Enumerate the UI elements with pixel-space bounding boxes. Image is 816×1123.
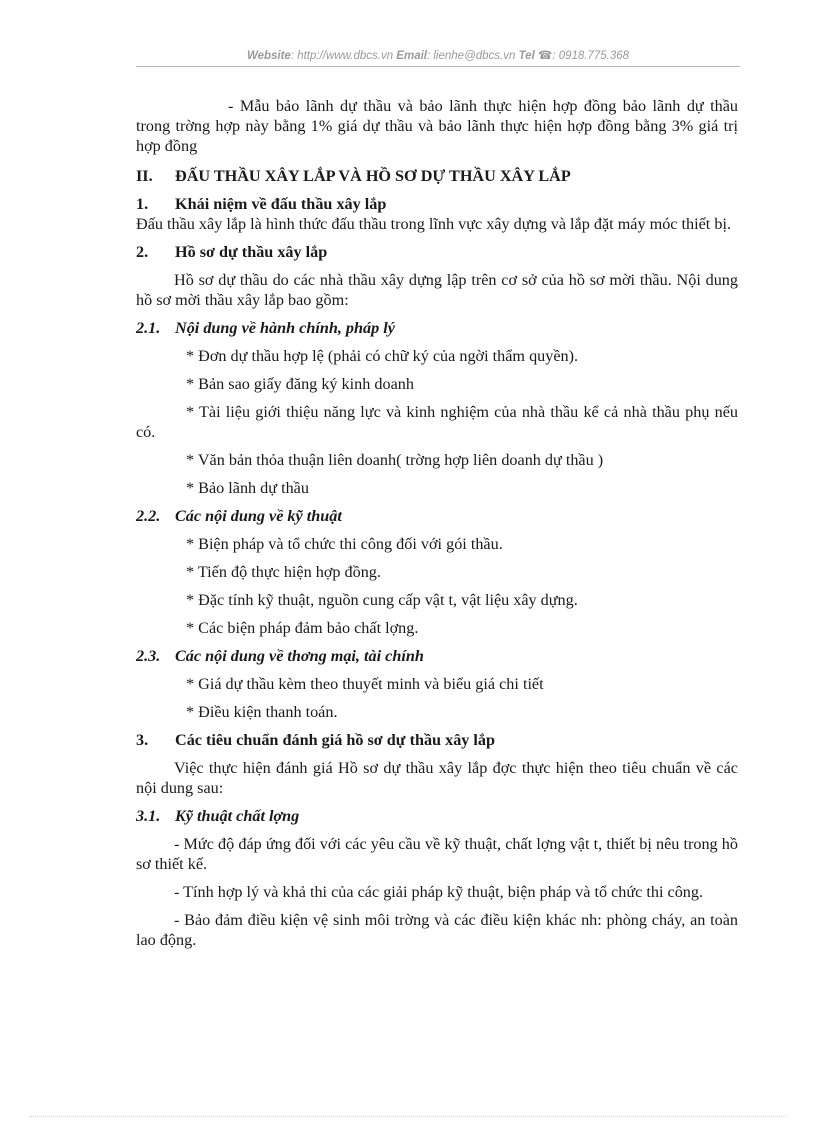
footer-divider bbox=[30, 1116, 786, 1117]
intro-paragraph: - Mẫu bảo lãnh dự thầu và bảo lãnh thực hiện hợp đồng bảo lãnh dự thầu trong trờng hợp này bằng 1% giá dự thầu và bảo lãnh thực hiện hợp đồng bằng 3% giá trị hợp đồng bbox=[136, 97, 738, 155]
subsection-title: Các nội dung về kỹ thuật bbox=[175, 507, 342, 525]
tel-value: ☎: 0918.775.368 bbox=[537, 50, 630, 62]
list-item: * Biện pháp và tổ chức thi công đối với gói thầu. bbox=[186, 535, 503, 553]
subsection-title: Các tiêu chuẩn đánh giá hồ sơ dự thầu xây lắp bbox=[175, 731, 496, 749]
page-header bbox=[136, 48, 740, 62]
email-value: : lienhe@dbcs.vn bbox=[426, 50, 516, 62]
subsection-number: 2. bbox=[136, 243, 149, 261]
subsection-number: 3.1. bbox=[136, 807, 161, 825]
section-heading-ii bbox=[136, 166, 738, 186]
subsection-title: Nội dung về hành chính, pháp lý bbox=[175, 319, 395, 337]
email-label: Email bbox=[396, 50, 427, 62]
header-divider bbox=[136, 66, 740, 67]
subsection-heading-1 bbox=[136, 194, 738, 214]
subsection-title: Các nội dung về thơng mại, tài chính bbox=[175, 647, 424, 665]
subsection-title: Kỹ thuật chất lợng bbox=[175, 807, 300, 825]
paragraph: Hồ sơ dự thầu do các nhà thầu xây dựng lập trên cơ sở của hồ sơ mời thầu. Nội dung hồ sơ mời thầu xây lắp bao gồm: bbox=[136, 271, 738, 309]
subsection-heading-2-3 bbox=[136, 646, 738, 666]
list-item: * Tiến độ thực hiện hợp đồng. bbox=[186, 563, 381, 581]
paragraph: Việc thực hiện đánh giá Hồ sơ dự thầu xây lắp đợc thực hiện theo tiêu chuẩn về các nội dung sau: bbox=[136, 759, 738, 797]
subsection-number: 2.2. bbox=[136, 507, 161, 525]
subsection-number: 3. bbox=[136, 731, 149, 749]
website-label: Website bbox=[246, 50, 291, 62]
tel-label: Tel bbox=[518, 50, 535, 62]
list-item: * Đặc tính kỹ thuật, nguồn cung cấp vật t, vật liệu xây dựng. bbox=[186, 591, 578, 609]
subsection-title: Hồ sơ dự thầu xây lắp bbox=[175, 243, 328, 261]
subsection-heading-2-2 bbox=[136, 506, 738, 526]
paragraph: - Bảo đảm điều kiện vệ sinh môi trờng và các điều kiện khác nh: phòng cháy, an toàn lao động. bbox=[136, 911, 738, 949]
subsection-number: 1. bbox=[136, 195, 149, 213]
subsection-number: 2.1. bbox=[136, 319, 161, 337]
subsection-heading-2 bbox=[136, 242, 738, 262]
subsection-heading-3 bbox=[136, 730, 738, 750]
list-item: * Đơn dự thầu hợp lệ (phải có chữ ký của ngời thẩm quyền). bbox=[186, 347, 579, 365]
subsection-number: 2.3. bbox=[136, 647, 161, 665]
website-value: : http://www.dbcs.vn bbox=[290, 50, 394, 62]
section-number: II. bbox=[136, 167, 153, 185]
paragraph: Đấu thầu xây lắp là hình thức đấu thầu trong lĩnh vực xây dựng và lắp đặt máy móc thiết bị. bbox=[136, 215, 731, 233]
list-item: * Các biện pháp đảm bảo chất lợng. bbox=[186, 619, 419, 637]
subsection-heading-2-1 bbox=[136, 318, 738, 338]
section-title: ĐẤU THẦU XÂY LẮP VÀ HỒ SƠ DỰ THẦU XÂY LẮP bbox=[175, 167, 571, 185]
subsection-title: Khái niệm về đấu thầu xây lắp bbox=[175, 195, 387, 213]
paragraph: - Tính hợp lý và khả thi của các giải pháp kỹ thuật, biện pháp và tổ chức thi công. bbox=[174, 883, 704, 901]
subsection-heading-3-1 bbox=[136, 806, 738, 826]
list-item: * Tài liệu giới thiệu năng lực và kinh nghiệm của nhà thầu kể cả nhà thầu phụ nếu có. bbox=[136, 403, 738, 441]
list-item: * Giá dự thầu kèm theo thuyết minh và biểu giá chi tiết bbox=[186, 675, 544, 693]
list-item: * Điều kiện thanh toán. bbox=[186, 703, 338, 721]
list-item: * Văn bản thỏa thuận liên doanh( trờng hợp liên doanh dự thầu ) bbox=[186, 451, 604, 469]
list-item: * Bản sao giấy đăng ký kinh doanh bbox=[186, 375, 414, 393]
document-body bbox=[136, 96, 738, 950]
paragraph: - Mức độ đáp ứng đối với các yêu cầu về kỹ thuật, chất lợng vật t, thiết bị nêu trong hồ sơ thiết kế. bbox=[136, 835, 738, 873]
list-item: * Bảo lãnh dự thầu bbox=[186, 479, 309, 497]
